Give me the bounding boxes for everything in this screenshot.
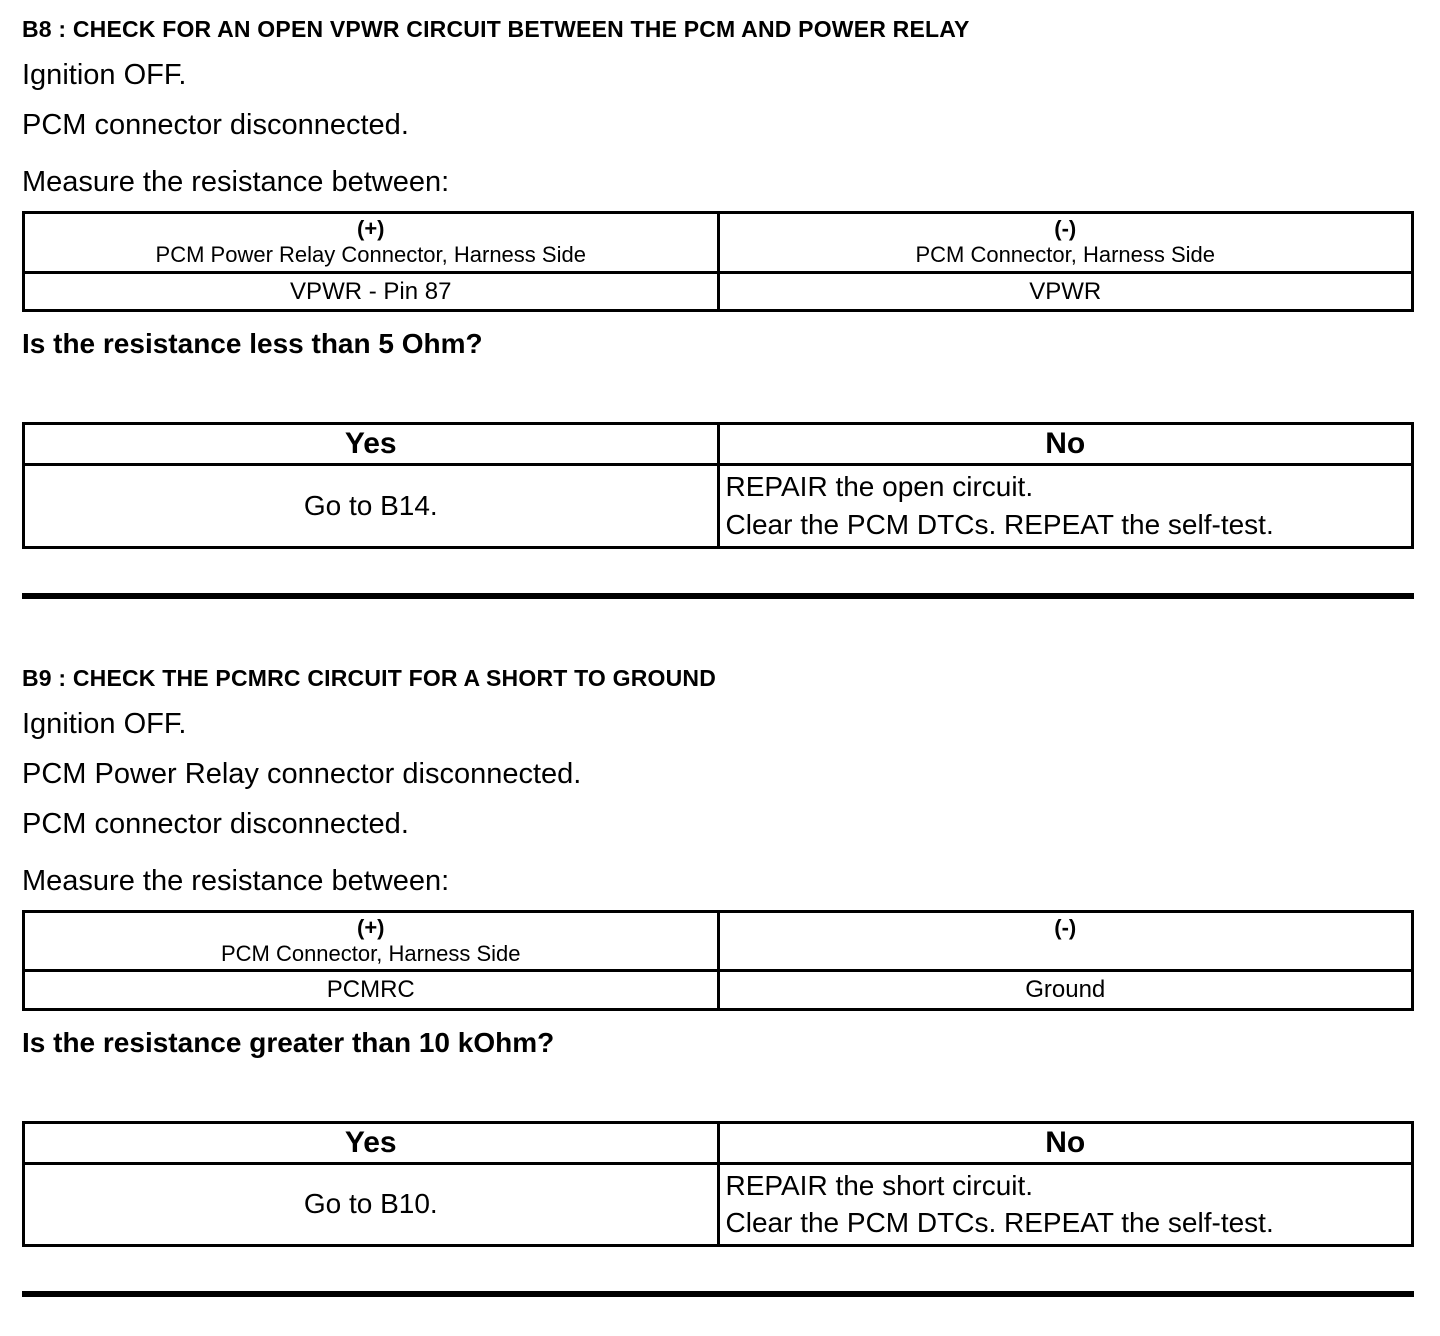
connector-label: PCM Connector, Harness Side [915,242,1216,268]
decision-action-row [24,1163,1413,1246]
measurement-value-row [24,971,1413,1009]
polarity-label: (+) [357,914,385,940]
section-title: B8 : CHECK FOR AN OPEN VPWR CIRCUIT BETWEEN THE PCM AND POWER RELAY [22,16,970,42]
yes-action: Go to B14. [24,464,719,547]
question-text: Is the resistance less than 5 Ohm? [22,327,483,359]
procedure-step: PCM connector disconnected. [22,109,409,141]
measure-header-negative [718,911,1413,971]
measure-header-positive [24,213,719,273]
polarity-label: (-) [1054,914,1077,940]
polarity-label: (+) [357,216,385,241]
yes-action: Go to B10. [24,1163,719,1246]
procedure-step: Ignition OFF. [22,707,187,740]
measurement-table [22,910,1414,1011]
no-action-line: REPAIR the short circuit. [725,1169,1034,1201]
decision-table [22,422,1414,549]
decision-action-row [24,464,1413,547]
no-action-line: REPAIR the open circuit. [725,470,1034,502]
measurement-header-row [24,213,1413,273]
no-header: No [718,423,1413,464]
measurement-table [22,211,1414,312]
section-divider [22,1291,1414,1297]
section-b8 [22,16,1414,599]
yes-header: Yes [24,1122,719,1163]
measurement-value-row [24,272,1413,310]
measure-label: Measure the resistance between: [22,864,450,897]
no-header: No [718,1122,1413,1163]
measure-value-negative: Ground [718,971,1413,1009]
section-b9 [22,665,1414,1298]
procedure-step: PCM Power Relay connector disconnected. [22,757,582,790]
connector-label: PCM Power Relay Connector, Harness Side [155,242,586,268]
measurement-header-row [24,911,1413,971]
no-action [718,464,1413,547]
measure-label: Measure the resistance between: [22,166,450,198]
measure-value-positive: PCMRC [24,971,719,1009]
measure-header-positive [24,911,719,971]
polarity-label: (-) [1054,216,1077,241]
decision-header-row [24,423,1413,464]
no-action-line: Clear the PCM DTCs. REPEAT the self-test. [725,1207,1274,1239]
no-action-line: Clear the PCM DTCs. REPEAT the self-test. [725,508,1274,540]
measure-value-positive: VPWR - Pin 87 [24,272,719,310]
section-divider [22,593,1414,599]
no-action [718,1163,1413,1246]
procedure-step: PCM connector disconnected. [22,807,409,840]
connector-label: PCM Connector, Harness Side [220,940,521,966]
procedure-step: Ignition OFF. [22,59,187,91]
decision-header-row [24,1122,1413,1163]
section-title: B9 : CHECK THE PCMRC CIRCUIT FOR A SHORT TO GROUND [22,664,717,691]
question-text: Is the resistance greater than 10 kOhm? [22,1026,555,1058]
measure-header-negative [718,213,1413,273]
yes-header: Yes [24,423,719,464]
decision-table [22,1121,1414,1248]
measure-value-negative: VPWR [718,272,1413,310]
